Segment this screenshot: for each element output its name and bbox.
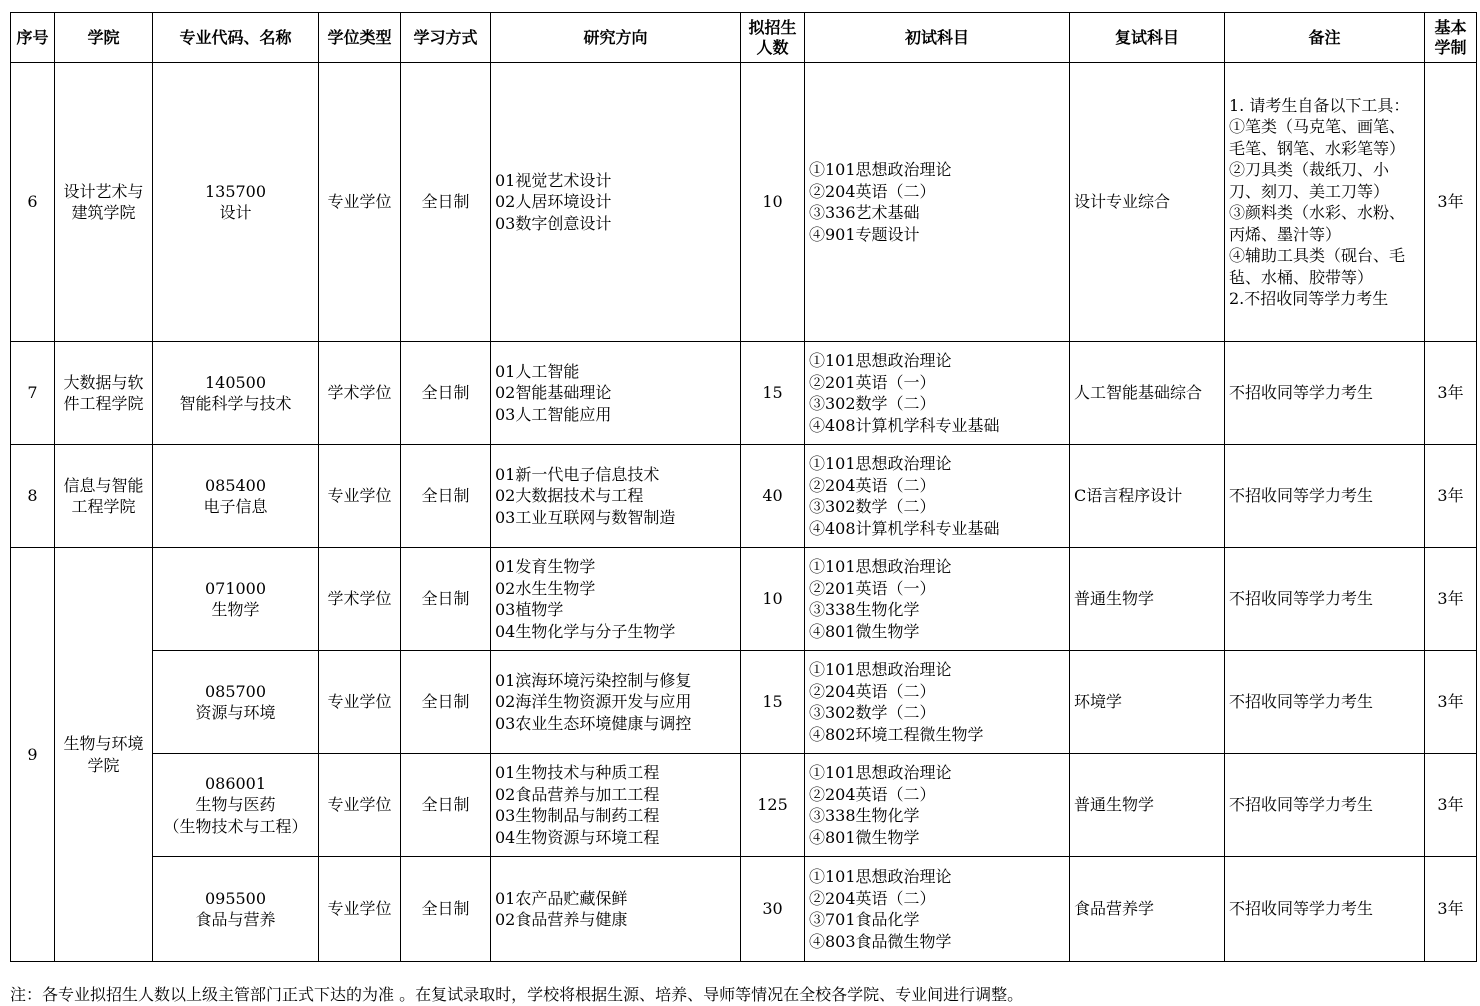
degree-cell: 专业学位 [319,651,401,754]
exam-item: ③336艺术基础 [809,203,920,222]
direction-item: 01视觉艺术设计 [495,170,612,190]
direction-item: 03人工智能应用 [495,404,612,424]
directions-cell [491,857,741,962]
exam-item: ③302数学（二） [809,703,936,722]
duration-cell: 3年 [1425,63,1477,342]
exam-item: ①101思想政治理论 [809,660,952,679]
notes-cell: 不招收同等学力考生 [1225,857,1425,962]
exam-item: ③302数学（二） [809,394,936,413]
header-enroll-line: 人数 [756,37,789,57]
major-name: 资源与环境 [195,703,276,722]
duration-cell: 3年 [1425,445,1477,548]
exam-item: ②201英语（一） [809,578,936,598]
notes-cell [1225,63,1425,342]
direction-item: 02水生生物学 [495,578,596,598]
exam-item: ③302数学（二） [809,497,936,516]
retest-cell: 人工智能基础综合 [1070,342,1225,445]
direction-item: 02大数据技术与工程 [495,486,644,506]
exam-item: ③338生物化学 [809,600,920,619]
note-item: ①笔类（马克笔、画笔、毛笔、钢笔、水彩笔等） [1229,117,1406,158]
note-item: ③颜料类（水彩、水粉、丙烯、墨汁等） [1229,203,1406,244]
exam-item: ②204英语（二） [809,888,936,908]
enroll-cell: 30 [741,857,805,962]
college-line: 信息与智能 [63,475,144,495]
notes-cell: 不招收同等学力考生 [1225,651,1425,754]
major-cell [153,63,319,342]
admissions-table [10,12,1477,962]
retest-cell: 食品营养学 [1070,857,1225,962]
college-line: 大数据与软 [63,372,144,392]
table-row [11,63,1477,342]
exam-item: ④408计算机学科专业基础 [809,518,1000,538]
exams-cell [805,548,1070,651]
college-cell [55,445,153,548]
notes-cell: 不招收同等学力考生 [1225,342,1425,445]
college-line: 件工程学院 [63,394,144,413]
major-cell [153,548,319,651]
major-subname: （生物技术与工程） [163,816,308,836]
directions-cell [491,445,741,548]
enroll-cell: 15 [741,342,805,445]
mode-cell: 全日制 [401,857,491,962]
major-name: 生物与医药 [195,795,276,815]
exams-cell [805,651,1070,754]
exam-item: ①101思想政治理论 [809,351,952,370]
exam-item: ①101思想政治理论 [809,763,952,782]
major-code: 071000 [204,578,267,598]
duration-cell: 3年 [1425,548,1477,651]
exam-item: ③701食品化学 [809,910,920,929]
notes-cell: 不招收同等学力考生 [1225,754,1425,857]
mode-cell: 全日制 [401,651,491,754]
exam-item: ①101思想政治理论 [809,557,952,576]
exam-item: ①101思想政治理论 [809,867,952,886]
enroll-cell: 10 [741,548,805,651]
college-line: 学院 [87,755,120,775]
header-retest: 复试科目 [1070,13,1225,63]
exam-item: ②204英语（二） [809,681,936,701]
table-row [11,445,1477,548]
exam-item: ①101思想政治理论 [809,160,952,179]
mode-cell: 全日制 [401,548,491,651]
exams-cell [805,754,1070,857]
major-name: 生物学 [211,600,260,619]
directions-cell [491,754,741,857]
major-code: 135700 [204,181,267,201]
header-seq: 序号 [11,13,55,63]
retest-cell: C语言程序设计 [1070,445,1225,548]
exam-item: ④801微生物学 [809,621,920,641]
exam-item: ②204英语（二） [809,784,936,804]
major-cell [153,857,319,962]
exam-item: ②204英语（二） [809,181,936,201]
direction-item: 01人工智能 [495,361,580,381]
notes-cell: 不招收同等学力考生 [1225,548,1425,651]
exam-item: ④408计算机学科专业基础 [809,415,1000,435]
exams-cell [805,857,1070,962]
header-duration-line: 学制 [1434,37,1467,57]
header-degree: 学位类型 [319,13,401,63]
enroll-cell: 125 [741,754,805,857]
note-item: 1. 请考生自备以下工具： [1229,95,1410,115]
directions-cell [491,63,741,342]
table-row [11,342,1477,445]
major-cell [153,445,319,548]
exam-item: ④801微生物学 [809,827,920,847]
exams-cell [805,342,1070,445]
direction-item: 01滨海环境污染控制与修复 [495,670,692,690]
direction-item: 03工业互联网与数智制造 [495,507,676,527]
header-enroll-line: 拟招生 [748,17,797,37]
degree-cell: 专业学位 [319,63,401,342]
table-row [11,548,1477,651]
major-cell [153,342,319,445]
direction-item: 01新一代电子信息技术 [495,464,660,484]
seq-cell: 8 [11,445,55,548]
major-name: 设计 [219,203,252,222]
major-code: 086001 [204,773,267,793]
major-code: 085700 [204,681,267,701]
exam-item: ④802环境工程微生物学 [809,724,984,744]
major-code: 095500 [204,888,267,908]
retest-cell: 设计专业综合 [1070,63,1225,342]
header-major: 专业代码、名称 [153,13,319,63]
degree-cell: 学术学位 [319,548,401,651]
degree-cell: 专业学位 [319,857,401,962]
retest-cell: 普通生物学 [1070,548,1225,651]
mode-cell: 全日制 [401,342,491,445]
notes-cell: 不招收同等学力考生 [1225,445,1425,548]
direction-item: 03植物学 [495,600,564,619]
seq-cell: 6 [11,63,55,342]
header-enroll [741,13,805,63]
exams-cell [805,445,1070,548]
retest-cell: 环境学 [1070,651,1225,754]
mode-cell: 全日制 [401,754,491,857]
exam-item: ②201英语（一） [809,372,936,392]
exam-item: ②204英语（二） [809,475,936,495]
header-exams: 初试科目 [805,13,1070,63]
direction-item: 01发育生物学 [495,557,596,576]
duration-cell: 3年 [1425,754,1477,857]
college-line: 设计艺术与 [63,181,144,201]
header-duration-line: 基本 [1434,17,1467,37]
enroll-cell: 15 [741,651,805,754]
mode-cell: 全日制 [401,445,491,548]
degree-cell: 专业学位 [319,754,401,857]
college-cell [55,548,153,962]
college-line: 工程学院 [71,497,136,516]
major-name: 电子信息 [203,497,268,516]
table-row [11,857,1477,962]
direction-item: 03生物制品与制药工程 [495,806,660,825]
direction-item: 04生物化学与分子生物学 [495,621,676,641]
major-cell [153,651,319,754]
header-notes: 备注 [1225,13,1425,63]
exam-item: ③338生物化学 [809,806,920,825]
direction-item: 03数字创意设计 [495,213,612,233]
direction-item: 01生物技术与种质工程 [495,763,660,782]
direction-item: 03农业生态环境健康与调控 [495,713,692,733]
direction-item: 02食品营养与加工工程 [495,784,660,804]
footnote: 注：各专业拟招生人数以上级主管部门正式下达的为准 。在复试录取时，学校将根据生源、培养、导师等情况在全校各学院、专业间进行调整。 [10,985,1024,1004]
major-code: 140500 [204,372,267,392]
exam-item: ④901专题设计 [809,224,920,244]
major-name: 食品与营养 [195,910,276,929]
directions-cell [491,342,741,445]
seq-cell: 7 [11,342,55,445]
table-row [11,754,1477,857]
exam-item: ④803食品微生物学 [809,931,952,951]
direction-item: 02智能基础理论 [495,383,612,403]
header-duration [1425,13,1477,63]
exam-item: ①101思想政治理论 [809,454,952,473]
college-line: 生物与环境 [63,734,144,753]
major-name: 智能科学与技术 [179,394,292,413]
college-cell [55,342,153,445]
header-row [11,13,1477,63]
mode-cell: 全日制 [401,63,491,342]
directions-cell [491,651,741,754]
college-cell [55,63,153,342]
college-line: 建筑学院 [71,203,136,222]
direction-item: 02人居环境设计 [495,192,612,212]
direction-item: 04生物资源与环境工程 [495,827,660,847]
direction-item: 02食品营养与健康 [495,910,628,929]
retest-cell: 普通生物学 [1070,754,1225,857]
degree-cell: 专业学位 [319,445,401,548]
exams-cell [805,63,1070,342]
seq-cell: 9 [11,548,55,962]
degree-cell: 学术学位 [319,342,401,445]
direction-item: 02海洋生物资源开发与应用 [495,692,692,712]
enroll-cell: 10 [741,63,805,342]
note-item: 2.不招收同等学力考生 [1229,289,1389,308]
major-code: 085400 [204,475,267,495]
header-mode: 学习方式 [401,13,491,63]
note-item: ④辅助工具类（砚台、毛毡、水桶、胶带等） [1229,246,1406,287]
enroll-cell: 40 [741,445,805,548]
table-row [11,651,1477,754]
note-item: ②刀具类（裁纸刀、小刀、刻刀、美工刀等） [1229,160,1390,201]
direction-item: 01农产品贮藏保鲜 [495,888,628,908]
header-college: 学院 [55,13,153,63]
duration-cell: 3年 [1425,651,1477,754]
duration-cell: 3年 [1425,342,1477,445]
major-cell [153,754,319,857]
duration-cell: 3年 [1425,857,1477,962]
directions-cell [491,548,741,651]
header-directions: 研究方向 [491,13,741,63]
